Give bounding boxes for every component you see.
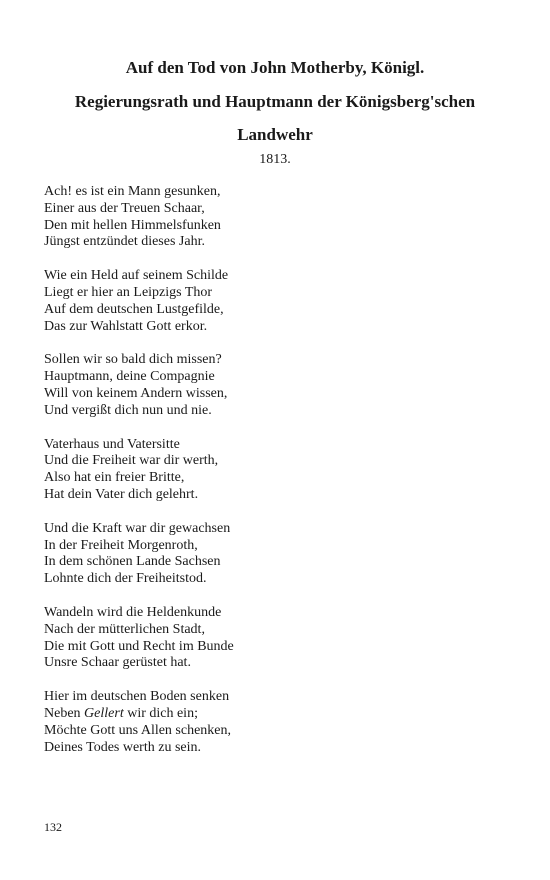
verse-text: wir dich ein; xyxy=(123,705,198,721)
verse-line: In dem schönen Lande Sachsen xyxy=(44,554,221,570)
poem-body xyxy=(44,184,504,773)
verse-line: Wie ein Held auf seinem Schilde xyxy=(44,268,229,284)
stanza-7 xyxy=(44,689,504,756)
verse-line-with-italic xyxy=(44,706,504,723)
verse-line: Ach! es ist ein Mann gesunken, xyxy=(44,184,221,199)
verse-line: Und die Kraft war dir gewachsen xyxy=(44,520,231,536)
verse-line: Möchte Gott uns Allen schenken, xyxy=(44,722,232,738)
stanza-5 xyxy=(44,521,504,588)
verse-line: Unsre Schaar gerüstet hat. xyxy=(44,655,191,671)
verse-line: Also hat ein freier Britte, xyxy=(44,470,185,486)
verse-line: Sollen wir so bald dich missen? xyxy=(44,352,222,368)
verse-line: Das zur Wahlstatt Gott erkor. xyxy=(44,318,208,334)
verse-line: Will von keinem Andern wissen, xyxy=(44,385,228,401)
page-number: 132 xyxy=(44,820,62,834)
verse-line: Und vergißt dich nun und nie. xyxy=(44,402,212,418)
poem-year: 1813. xyxy=(259,152,291,167)
italic-name-gellert: Gellert xyxy=(84,705,124,721)
verse-line: Lohnte dich der Freiheitstod. xyxy=(44,571,207,587)
verse-line: Liegt er hier an Leipzigs Thor xyxy=(44,284,213,300)
stanza-2 xyxy=(44,268,504,335)
verse-text: Neben xyxy=(44,705,85,721)
stanza-4 xyxy=(44,437,504,504)
stanza-3 xyxy=(44,352,504,419)
verse-line: Deines Todes werth zu sein. xyxy=(44,739,202,755)
verse-line: Und die Freiheit war dir werth, xyxy=(44,453,219,469)
verse-line: Einer aus der Treuen Schaar, xyxy=(44,200,205,216)
poem-title-line-2: Regierungsrath und Hauptmann der Königsberg'schen xyxy=(74,92,476,111)
stanza-1 xyxy=(44,184,504,251)
verse-line: Auf dem deutschen Lustgefilde, xyxy=(44,301,224,317)
stanza-6 xyxy=(44,605,504,672)
verse-line: Die mit Gott und Recht im Bunde xyxy=(44,638,234,654)
verse-line: Wandeln wird die Heldenkunde xyxy=(44,604,222,620)
verse-line: Hier im deutschen Boden senken xyxy=(44,689,230,705)
verse-line: Hauptmann, deine Compagnie xyxy=(44,369,215,385)
verse-line: In der Freiheit Morgenroth, xyxy=(44,537,198,553)
poem-title-line-1: Auf den Tod von John Motherby, Königl. xyxy=(125,58,425,77)
verse-line: Den mit hellen Himmelsfunken xyxy=(44,217,221,233)
verse-line: Vaterhaus und Vatersitte xyxy=(44,436,180,452)
poem-title-line-3: Landwehr xyxy=(237,125,313,144)
verse-line: Nach der mütterlichen Stadt, xyxy=(44,621,205,637)
verse-line: Jüngst entzündet dieses Jahr. xyxy=(44,234,205,250)
verse-line: Hat dein Vater dich gelehrt. xyxy=(44,486,199,502)
